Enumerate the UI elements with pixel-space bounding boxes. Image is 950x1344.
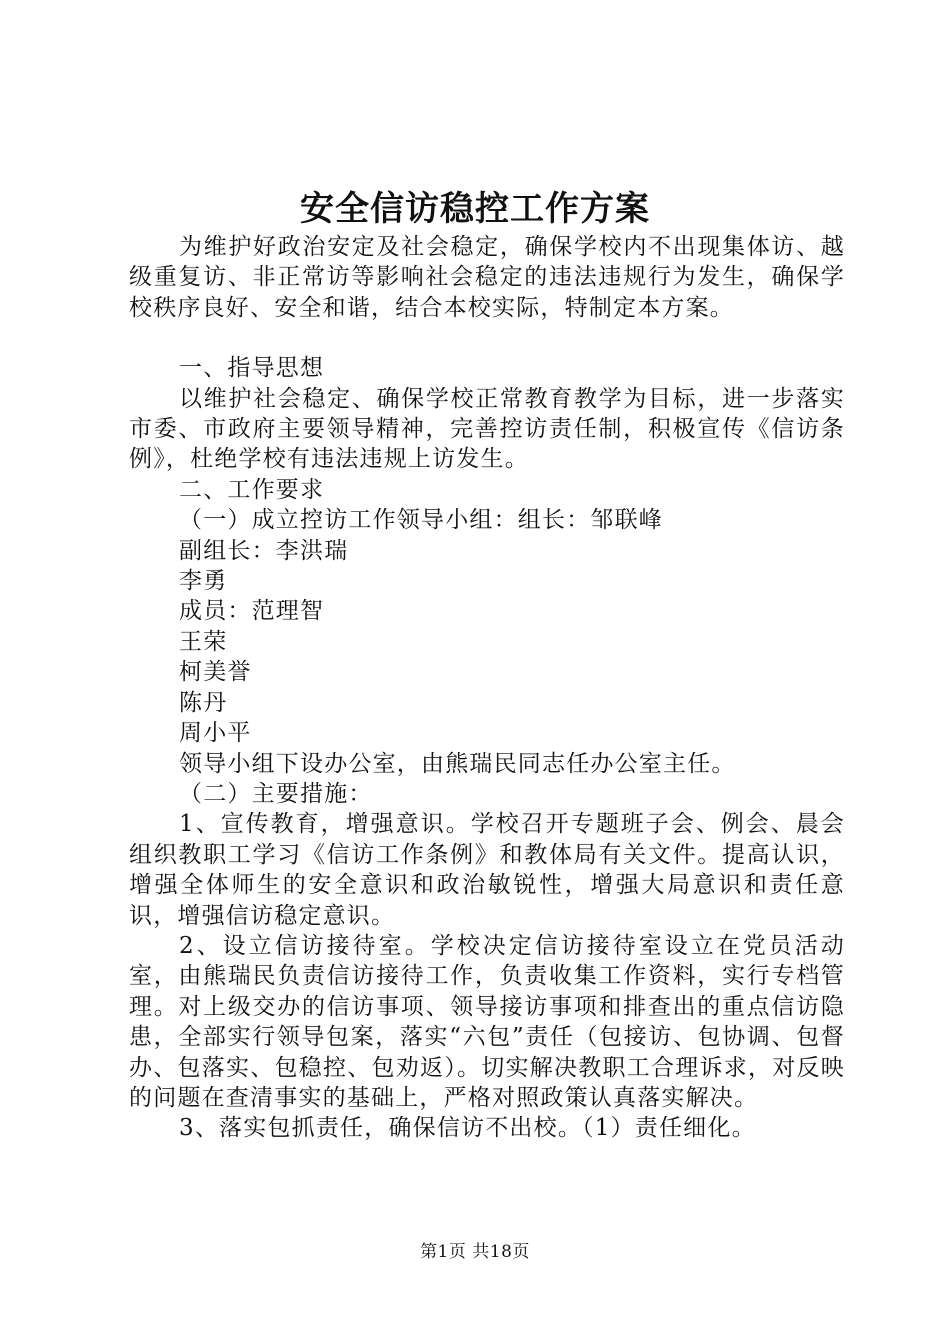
member-name: 柯美誉	[179, 659, 252, 686]
paragraph-gap	[129, 323, 845, 353]
members-label: 成员：范理智	[179, 598, 325, 625]
section1-paragraph: 以维护社会稳定、确保学校正常教育教学为目标，进一步落实市委、市政府主要领导精神，完善控访责任制，积极宣传《信访条例》，杜绝学校有违法违规上访发生。	[129, 385, 845, 473]
member-name: 王荣	[179, 628, 228, 655]
measure-2-paragraph: 2、设立信访接待室。学校决定信访接待室设立在党员活动室，由熊瑞民负责信访接待工作，负责收集工作资料，实行专档管理。对上级交办的信访事项、领导接访事项和排查出的重点信访隐患，全部实行领导包案，落实“六包”责任（包接访、包协调、包督办、包落实、包稳控、包劝返）。切实解决教职工合理诉求，对反映的问题在查清事实的基础上，严格对照政策认真落实解决。	[129, 932, 845, 1111]
member-name: 陈丹	[179, 689, 228, 716]
office-note: 领导小组下设办公室，由熊瑞民同志任办公室主任。	[179, 750, 736, 777]
leadership-group-heading: （一）成立控访工作领导小组：组长：邹联峰	[179, 507, 663, 534]
measure-3-paragraph: 3、落实包抓责任，确保信访不出校。（1）责任细化。	[179, 1115, 756, 1142]
measures-heading: （二）主要措施：	[179, 780, 373, 807]
section2-heading: 二、工作要求	[179, 476, 325, 503]
page-footer: 第1页 共18页	[420, 1242, 530, 1262]
measure-1-paragraph: 1、宣传教育，增强意识。学校召开专题班子会、例会、晨会组织教职工学习《信访工作条例》和教体局有关文件。提高认识，增强全体师生的安全意识和政治敏锐性，增强大局意识和责任意识，增强信访稳定意识。	[129, 811, 845, 929]
vice-leader-line: 副组长：李洪瑞	[179, 537, 349, 564]
member-name: 周小平	[179, 720, 252, 747]
intro-paragraph: 为维护好政治安定及社会稳定，确保学校内不出现集体访、越级重复访、非正常访等影响社会稳定的违法违规行为发生，确保学校秩序良好、安全和谐，结合本校实际，特制定本方案。	[129, 234, 845, 321]
document-body	[129, 232, 845, 1144]
section1-heading: 一、指导思想	[179, 355, 325, 382]
vice-leader-line-2: 李勇	[179, 568, 228, 595]
document-title: 安全信访稳控工作方案	[300, 189, 650, 229]
